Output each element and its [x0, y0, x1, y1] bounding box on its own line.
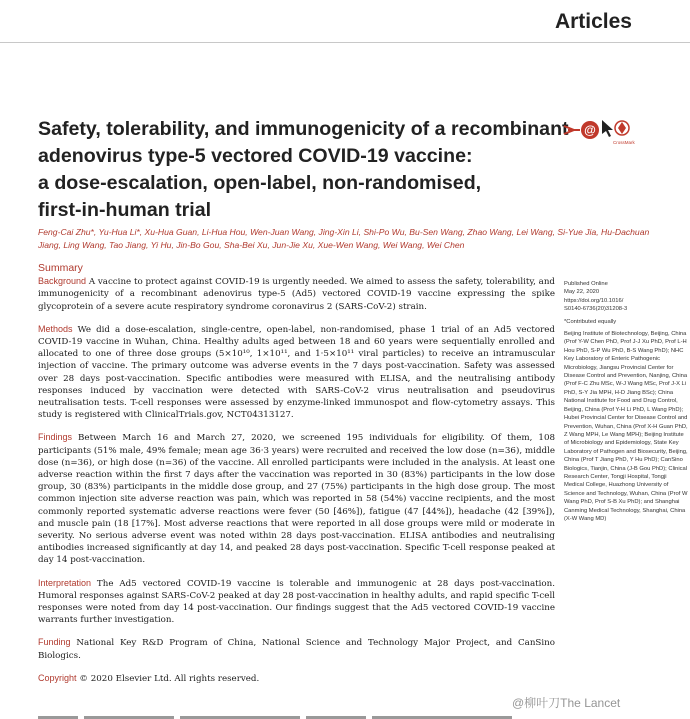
paragraph-text: The Ad5 vectored COVID-19 vaccine is tolerable and immunogenic at 28 days post-vaccination. Humoral responses against SARS-CoV-2 peaked at day 28 post-vaccination in healthy adults, and rapid specific T-cell responses were noted from day 14 post-vaccination. Our findings suggest that the Ad5 vectored COVID-19 vaccine warrants further investigation.: [38, 578, 555, 626]
title-line: adenovirus type-5 vectored COVID-19 vaccine:: [38, 145, 473, 167]
section-keyword: Findings: [38, 432, 73, 443]
section-keyword: Background: [38, 276, 87, 287]
section-keyword: Copyright: [38, 672, 77, 683]
paragraph-text: A vaccine to protect against COVID-19 is urgently needed. We aimed to assess the safety, tolerability, and immunogenicity of a recombinant adenovirus type-5 (Ad5) vectored COVID-19 vaccine expressing the spike glycoprotein of a severe acute respiratory syndrome coronavirus 2 (SARS-CoV-2) strain.: [38, 277, 555, 312]
svg-text:@: @: [584, 123, 596, 137]
truncated-text-line: [38, 712, 555, 719]
contributed-note: *Contributed equally: [564, 318, 617, 325]
findings-paragraph: [38, 431, 555, 566]
summary: [38, 262, 555, 695]
paragraph-text: We did a dose-escalation, single-centre, open-label, non-randomised, phase 1 trial of an Ad5 vectored COVID-19 vaccine in Wuhan, China. Healthy adults aged between 18 and 60 years were sequentially enrolled and allocated to one of three dose groups (5×10¹⁰, 1×10¹¹, and 1·5×10¹¹ viral particles) to receive an intramuscular injection of vaccine. The primary outcome was adverse events in the 7 days post-vaccination. Safety was assessed over 28 days post-vaccination. Specific antibodies were measured with ELISA, and the neutralising antibody responses induced by vaccination were detected with SARS-CoV-2 virus neutralisation and pseudovirus neutralisation tests. T-cell responses were assessed by enzyme-linked immunospot and flow-cytometry assays. This study is registered with ClinicalTrials.gov, NCT04313127.: [38, 324, 555, 421]
publication-date: May 22, 2020: [564, 289, 600, 296]
interpretation-paragraph: [38, 577, 555, 627]
doi-link-cont[interactable]: S0140-6736(20)31208-3: [564, 306, 628, 313]
title-line: first-in-human trial: [38, 199, 212, 221]
crossmark-icon: [615, 121, 629, 135]
at-symbol-icon: [581, 121, 599, 139]
paragraph-text: National Key R&D Program of China, National Science and Technology Major Project, and CanSino Biologics.: [38, 638, 555, 661]
publication-info: [564, 280, 688, 314]
header-rule: [0, 42, 690, 43]
methods-paragraph: [38, 323, 555, 422]
crossmark-label: CrossMark: [613, 140, 635, 145]
affiliations: Beijing Institute of Biotechnology, Beijing, China (Prof Y-W Chen PhD, Prof J-J Xu PhD, Prof L-H Hou PhD, S-P Wu PhD, B-S Wang PhD); NHC Key Laboratory of Enteric Pathogenic Microbiology, Jiangsu Provincial Center for Disease Control and Prevention, Nanjing, China (Prof F-C Zhu MSc, W-J Wang MSc, Prof J-X Li PhD, S-Y Jia MPH, H-D Jiang BSc); China National Institute for Food and Drug Control, Beijing, China (Prof Y-H Li PhD, L Wang PhD); Hubei Provincial Center for Disease Control and Prevention, Wuhan, China (Prof X-H Guan PhD, Z Wang MPH, Le Wang MPH); Beijing Institute of Microbiology and Epidemiology, State Key Laboratory of Pathogen and Biosecurity, Beijing, China (Prof T Jiang PhD, Y Hu PhD); CanSino Biologics, Tianjin, China (J-B Gou PhD); Clinical Research Center, Tongji Hospital, Tongji Medical College, Huazhong University of Science and Technology, Wuhan, China (Prof W Wang PhD, Prof S-B Xu PhD); and Shanghai Canming Medical Technology, Shanghai, China (X-W Wang MD): [564, 331, 688, 522]
section-keyword: Funding: [38, 637, 71, 648]
background-paragraph: [38, 275, 555, 313]
cursor-icon: [602, 120, 613, 137]
section-keyword: Methods: [38, 323, 73, 334]
published-label: Published Online: [564, 281, 608, 287]
title-line: Safety, tolerability, and immunogenicity of a recombinant: [38, 118, 569, 140]
article-title: [38, 116, 569, 224]
article-sidebar: [564, 280, 688, 527]
paragraph-text: © 2020 Elsevier Ltd. All rights reserved.: [76, 673, 260, 684]
crossmark-icons[interactable]: [562, 116, 634, 152]
copyright-paragraph: [38, 672, 555, 685]
section-label: Articles: [554, 10, 632, 33]
title-line: a dose-escalation, open-label, non-randomised,: [38, 172, 482, 194]
watermark: @柳叶刀The Lancet: [512, 696, 621, 710]
author-list: Feng-Cai Zhu*, Yu-Hua Li*, Xu-Hua Guan, Li-Hua Hou, Wen-Juan Wang, Jing-Xin Li, Shi-Po Wu, Bu-Sen Wang, Zhao Wang, Lei Wang, Si-Yue Jia, Hu-Dachuan Jiang, Ling Wang, Tao Jiang, Yi Hu, Jin-Bo Gou, Sha-Bei Xu, Jun-Jie Xu, Xue-Wen Wang, Wei Wang, Wei Chen: [38, 227, 650, 251]
funding-paragraph: [38, 636, 555, 661]
paragraph-text: Between March 16 and March 27, 2020, we screened 195 individuals for eligibility. Of them, 108 participants (51% male, 49% female; mean age 36·3 years) were recruited and received the low dose (n=36), middle dose (n=36), or high dose (n=36) of the vaccine. All enrolled participants were included in the analysis. At least one adverse reaction within the first 7 days after the vaccination was reported in 30 (83%) participants in the low dose group, 30 (83%) participants in the middle dose group, and 27 (75%) participants in the high dose group. The most common injection site adverse reaction was pain, which was reported in 58 (54%) vaccine recipients, and the most commonly reported systematic adverse reactions were fever (50 [46%]), fatigue (47 [44%]), headache (42 [39%]), and muscle pain (18 [17%]. Most adverse reactions that were reported in all dose groups were mild or moderate in severity. No serious adverse event was noted within 28 days post-vaccination. ELISA antibodies and neutralising antibodies increased significantly at day 14, and peaked 28 days post-vaccination. Specific T-cell response peaked at day 14 post-vaccination.: [38, 433, 555, 566]
section-keyword: Interpretation: [38, 577, 92, 588]
lancet-arrow-icon: [564, 126, 580, 134]
doi-link[interactable]: https://doi.org/10.1016/: [564, 297, 624, 304]
summary-heading: Summary: [38, 262, 83, 274]
